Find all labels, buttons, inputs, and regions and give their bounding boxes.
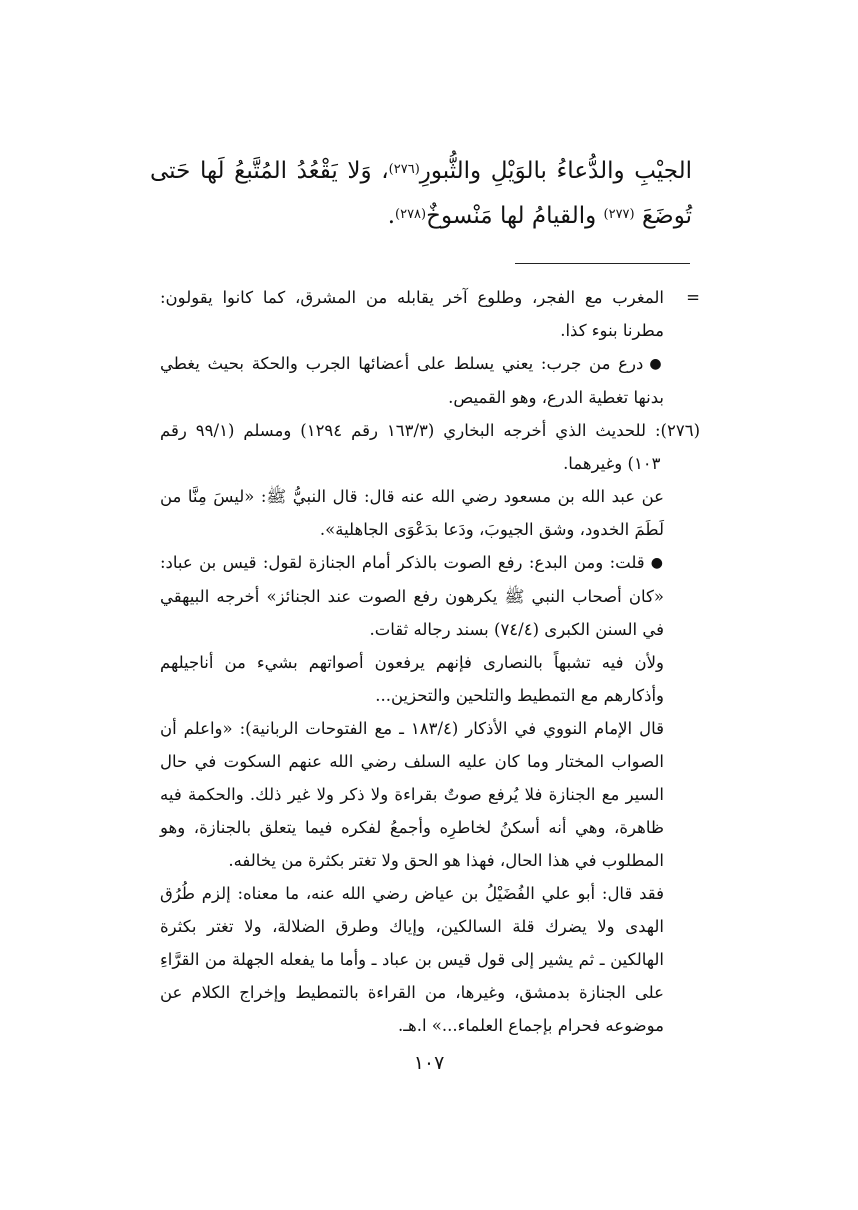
bullet-icon: ● <box>649 356 665 372</box>
main-text-end: . <box>387 203 396 229</box>
footnote-ref-277: (٢٧٧) <box>603 207 635 222</box>
main-text-line1b: ، وَلا يَقْعُدُ المُتَّبعُ لَها حَتى تُوضَعَ <box>150 158 692 229</box>
footnote-ref-278: (٢٧٨) <box>395 207 427 222</box>
note-paragraph: قال الإمام النووي في الأذكار (١٨٣/٤ ـ مع الفتوحات الربانية): «واعلم أن الصواب المختار وما كان عليه السلف رضي الله عنهم السكوت في حال السير مع الجنازة فلا يُرفع صوتٌ بقراءة ولا ذكر ولا غير ذلك. والحكمة فيه ظاهرة، وهي أنه أسكنُ لخاطرِه وأجمعُ لفكره فيما يتعلق بالجنازة، وهو المطلوب في هذا الحال، فهذا هو الحق ولا تغتر بكثرة من يخالفه. <box>160 719 664 870</box>
note-paragraph: عن عبد الله بن مسعود رضي الله عنه قال: قال النبيُّ ﷺ: «ليسَ مِنَّا من لَطَمَ الخدود، وشق الجيوبَ، ودَعا بدَعْوَى الجاهلية». <box>160 487 664 539</box>
main-text-line2: والقيامُ لها مَنْسوخٌ <box>426 203 604 229</box>
note-paragraph-text: درع من جرب: يعني يسلط على أعضائها الجرب والحكة بحيث يغطي بدنها تغطية الدرع، وهو القميص. <box>160 354 664 407</box>
note-paragraph: ولأن فيه تشبهاً بالنصارى فإنهم يرفعون أصواتهم بشيء من أناجيلهم وأذكارهم مع التمطيط والتلحين والتحزين... <box>160 653 664 705</box>
main-text <box>150 148 692 238</box>
footnote-276-label: (٢٧٦) <box>660 421 700 440</box>
continuation-text: المغرب مع الفجر، وطلوع آخر يقابله من المشرق، كما كانوا يقولون: مطرنا بنوء كذا. <box>160 288 664 340</box>
continuation-marker: = <box>686 288 700 307</box>
page-number: ١٠٧ <box>413 1052 445 1074</box>
note-paragraph: فقد قال: أبو علي الفُضَيْلُ بن عياض رضي الله عنه، ما معناه: إلزم طُرُق الهدى ولا يضرك قلة السالكين، وإياك وطرق الضلالة، ولا تغتر بكثرة الهالكين ـ ثم يشير إلى قول قيس بن عباد ـ وأما ما يفعله الجهلة من القرَّاءِ على الجنازة بدمشق، وغيرها، من القراءة بالتمطيط وإخراج الكلام عن موضوعه فحرام بإجماع العلماء...» ا.هـ. <box>160 884 664 1035</box>
footnote-ref-276: (٢٧٦) <box>388 162 420 177</box>
bullet-icon: ● <box>650 555 665 571</box>
note-paragraph <box>160 347 664 414</box>
note-paragraph <box>160 546 664 646</box>
footnote-continuation <box>160 281 700 347</box>
footnote-276-text: : للحديث الذي أخرجه البخاري (١٦٣/٣ رقم ١٢٩٤) ومسلم (٩٩/١ رقم ١٠٣) وغيرهما. <box>160 421 661 473</box>
note-paragraph-text: قلت: ومن البدع: رفع الصوت بالذكر أمام الجنازة لقول: قيس بن عباد: «كان أصحاب النبي ﷺ يكرهون رفع الصوت عند الجنائز» أخرجه البيهقي في السنن الكبرى (٧٤/٤) بسند رجاله ثقات. <box>160 553 664 639</box>
main-text-line1: الجيْبِ والدُّعاءُ بالوَيْلِ والثُّبورِ <box>419 158 692 184</box>
footnote-separator <box>515 263 690 264</box>
footnote-276 <box>160 414 700 480</box>
footnotes <box>160 281 700 1042</box>
